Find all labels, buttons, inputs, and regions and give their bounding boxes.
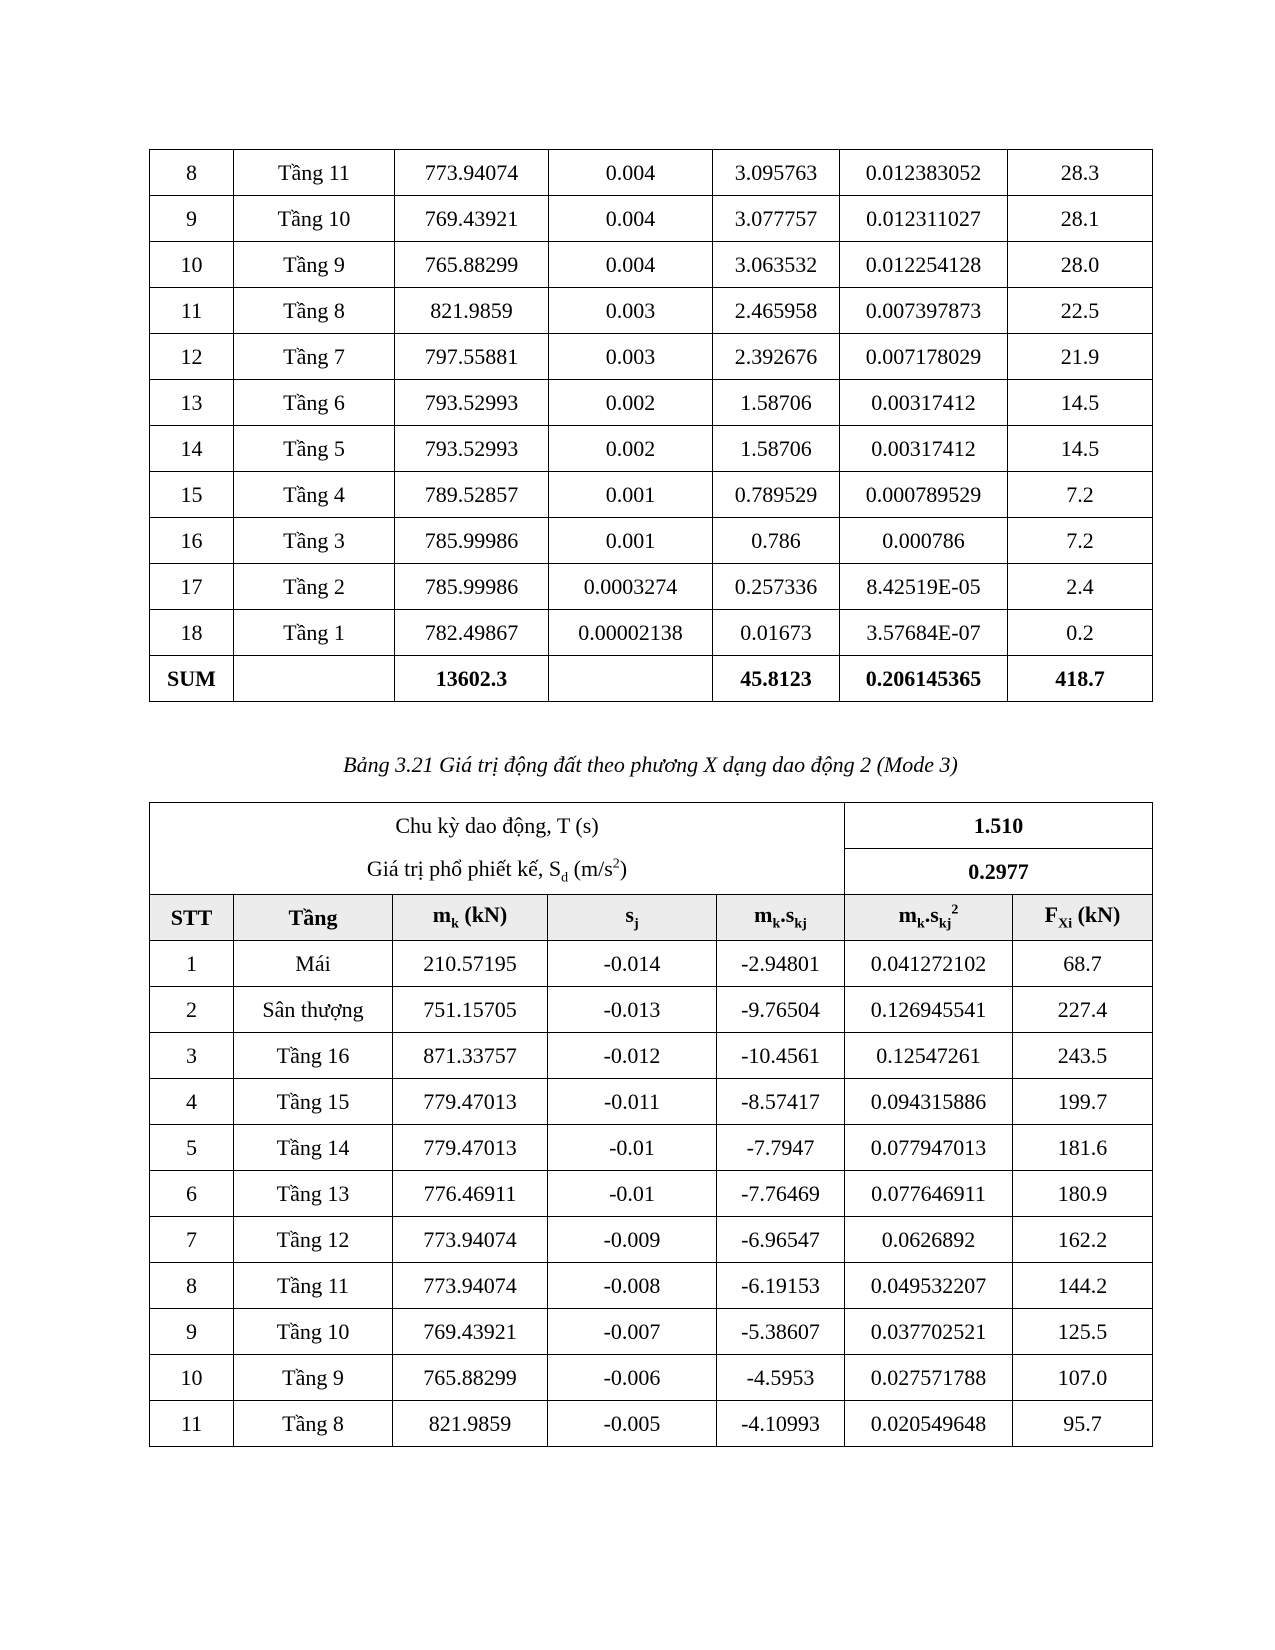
table-cell: 13 <box>150 380 234 426</box>
spectrum-value: 0.2977 <box>845 849 1153 895</box>
table-cell: 8 <box>150 150 234 196</box>
table-row <box>150 987 1153 1033</box>
table-cell: 3.077757 <box>713 196 840 242</box>
table-cell: 3 <box>150 1033 234 1079</box>
table-cell: 17 <box>150 564 234 610</box>
table-row <box>150 1263 1153 1309</box>
table-cell: 180.9 <box>1013 1171 1153 1217</box>
table-cell: 789.52857 <box>395 472 549 518</box>
period-value: 1.510 <box>845 803 1153 849</box>
header-mk-skj: $m_k.s_{kj}$ <box>717 895 845 941</box>
table-cell: 769.43921 <box>393 1309 548 1355</box>
table-cell: 18 <box>150 610 234 656</box>
table-cell: 9 <box>150 1309 234 1355</box>
table-cell: 2 <box>150 987 234 1033</box>
table-cell: 107.0 <box>1013 1355 1153 1401</box>
table-cell: Tầng 2 <box>234 564 395 610</box>
table-row <box>150 1401 1153 1447</box>
table-row <box>150 518 1153 564</box>
table-cell: 0.257336 <box>713 564 840 610</box>
table-cell: -0.014 <box>548 941 717 987</box>
table-cell: 0.001 <box>549 472 713 518</box>
table-row <box>150 380 1153 426</box>
table-cell: 0.012254128 <box>840 242 1008 288</box>
table-cell: 0.004 <box>549 242 713 288</box>
table-cell: 3.095763 <box>713 150 840 196</box>
table-cell: -0.01 <box>548 1171 717 1217</box>
table-cell: 28.1 <box>1008 196 1153 242</box>
table-cell: 0.2 <box>1008 610 1153 656</box>
table-mode2-continued <box>149 149 1153 702</box>
table-cell: -7.7947 <box>717 1125 845 1171</box>
table-cell: 2.392676 <box>713 334 840 380</box>
table-row <box>150 1125 1153 1171</box>
table-cell: 0.786 <box>713 518 840 564</box>
table-cell: 21.9 <box>1008 334 1153 380</box>
table-cell: -5.38607 <box>717 1309 845 1355</box>
table-cell: 0.001 <box>549 518 713 564</box>
table-cell: 0.037702521 <box>845 1309 1013 1355</box>
table-cell: 0.12547261 <box>845 1033 1013 1079</box>
table-cell: Mái <box>234 941 393 987</box>
table-cell: 7 <box>150 1217 234 1263</box>
table-cell: -0.006 <box>548 1355 717 1401</box>
sum-cell <box>234 656 395 702</box>
table-cell: 0.002 <box>549 380 713 426</box>
table-cell: Tầng 10 <box>234 196 395 242</box>
table-cell: 95.7 <box>1013 1401 1153 1447</box>
table-cell: 821.9859 <box>395 288 549 334</box>
sum-cell: 13602.3 <box>395 656 549 702</box>
table-cell: -0.007 <box>548 1309 717 1355</box>
table-cell: -0.01 <box>548 1125 717 1171</box>
table-cell: 797.55881 <box>395 334 549 380</box>
table-cell: 871.33757 <box>393 1033 548 1079</box>
table-cell: -6.19153 <box>717 1263 845 1309</box>
table-cell: 144.2 <box>1013 1263 1153 1309</box>
table-row <box>150 1079 1153 1125</box>
table-cell: 68.7 <box>1013 941 1153 987</box>
table-cell: 0.012311027 <box>840 196 1008 242</box>
table-row <box>150 1309 1153 1355</box>
table-row <box>150 941 1153 987</box>
table-cell: 0.077646911 <box>845 1171 1013 1217</box>
spectrum-label: Giá trị phổ phiết kế, $S_d$ $(m/s^2)$ <box>150 849 845 895</box>
table-row <box>150 242 1153 288</box>
header-tang: Tầng <box>234 895 393 941</box>
table-cell: Tầng 15 <box>234 1079 393 1125</box>
table-cell: 0.007178029 <box>840 334 1008 380</box>
table-cell: Tầng 4 <box>234 472 395 518</box>
table-cell: Tầng 11 <box>234 150 395 196</box>
table-cell: 2.465958 <box>713 288 840 334</box>
table-cell: 227.4 <box>1013 987 1153 1033</box>
table-caption: Bảng 3.21 Giá trị động đất theo phương X dạng dao động 2 (Mode 3) <box>343 752 958 777</box>
table-cell: 782.49867 <box>395 610 549 656</box>
table-cell: -8.57417 <box>717 1079 845 1125</box>
table-cell: -10.4561 <box>717 1033 845 1079</box>
table-cell: Tầng 3 <box>234 518 395 564</box>
table-cell: -2.94801 <box>717 941 845 987</box>
table-row <box>150 288 1153 334</box>
header-stt: STT <box>150 895 234 941</box>
table-cell: 0.094315886 <box>845 1079 1013 1125</box>
table-row <box>150 150 1153 196</box>
period-label: Chu kỳ dao động, T (s) <box>150 803 845 849</box>
table-row <box>150 472 1153 518</box>
table-row <box>150 1217 1153 1263</box>
table-cell: 1 <box>150 941 234 987</box>
table-cell: 10 <box>150 242 234 288</box>
table-cell: 0.00317412 <box>840 380 1008 426</box>
sum-cell: SUM <box>150 656 234 702</box>
table-cell: -0.009 <box>548 1217 717 1263</box>
table-cell: Tầng 12 <box>234 1217 393 1263</box>
table-cell: 5 <box>150 1125 234 1171</box>
table-cell: 7.2 <box>1008 518 1153 564</box>
table-cell: 765.88299 <box>393 1355 548 1401</box>
table-cell: Tầng 8 <box>234 1401 393 1447</box>
table-cell: 779.47013 <box>393 1079 548 1125</box>
table-cell: 773.94074 <box>395 150 549 196</box>
table-cell: 12 <box>150 334 234 380</box>
table-cell: 793.52993 <box>395 380 549 426</box>
table-cell: -0.008 <box>548 1263 717 1309</box>
table-cell: 0.002 <box>549 426 713 472</box>
table-row <box>150 1355 1153 1401</box>
table-cell: 6 <box>150 1171 234 1217</box>
sum-cell: 0.206145365 <box>840 656 1008 702</box>
table-cell: 0.077947013 <box>845 1125 1013 1171</box>
table-cell: 0.000789529 <box>840 472 1008 518</box>
table-cell: 16 <box>150 518 234 564</box>
table-row <box>150 610 1153 656</box>
table-cell: 4 <box>150 1079 234 1125</box>
table-cell: 0.789529 <box>713 472 840 518</box>
table-cell: 0.049532207 <box>845 1263 1013 1309</box>
table-cell: Tầng 7 <box>234 334 395 380</box>
header-mk-skj2: $m_k.s_{kj}^2$ <box>845 895 1013 941</box>
table-row <box>150 334 1153 380</box>
header-sj: $s_j$ <box>548 895 717 941</box>
table-header-row <box>150 895 1153 941</box>
table-cell: 0.0003274 <box>549 564 713 610</box>
table-cell: 779.47013 <box>393 1125 548 1171</box>
table-row <box>150 564 1153 610</box>
table-cell: 9 <box>150 196 234 242</box>
table-cell: -4.10993 <box>717 1401 845 1447</box>
table-cell: Tầng 5 <box>234 426 395 472</box>
table-row <box>150 196 1153 242</box>
sum-row <box>150 656 1153 702</box>
table-cell: 199.7 <box>1013 1079 1153 1125</box>
table-cell: Tầng 9 <box>234 1355 393 1401</box>
table-cell: 0.126945541 <box>845 987 1013 1033</box>
table-cell: 0.012383052 <box>840 150 1008 196</box>
table-cell: 210.57195 <box>393 941 548 987</box>
table-cell: 3.063532 <box>713 242 840 288</box>
sum-cell: 418.7 <box>1008 656 1153 702</box>
table-cell: 2.4 <box>1008 564 1153 610</box>
table-cell: 0.027571788 <box>845 1355 1013 1401</box>
table-cell: Tầng 9 <box>234 242 395 288</box>
table-cell: Tầng 8 <box>234 288 395 334</box>
table-cell: Tầng 11 <box>234 1263 393 1309</box>
table-cell: 0.000786 <box>840 518 1008 564</box>
table-cell: 181.6 <box>1013 1125 1153 1171</box>
table-cell: 0.003 <box>549 334 713 380</box>
table-cell: 0.020549648 <box>845 1401 1013 1447</box>
table-cell: 8.42519E-05 <box>840 564 1008 610</box>
table-cell: 28.0 <box>1008 242 1153 288</box>
table-cell: Tầng 13 <box>234 1171 393 1217</box>
table-cell: -0.012 <box>548 1033 717 1079</box>
table-cell: 0.00317412 <box>840 426 1008 472</box>
header-mk: $m_k$ (kN) <box>393 895 548 941</box>
table-row <box>150 1171 1153 1217</box>
table-cell: 125.5 <box>1013 1309 1153 1355</box>
table-cell: 769.43921 <box>395 196 549 242</box>
table-cell: 11 <box>150 288 234 334</box>
sum-cell: 45.8123 <box>713 656 840 702</box>
table-cell: 0.00002138 <box>549 610 713 656</box>
table-cell: 11 <box>150 1401 234 1447</box>
table-cell: 1.58706 <box>713 380 840 426</box>
header-fxi: $F_{Xi}$ (kN) <box>1013 895 1153 941</box>
table-cell: Tầng 14 <box>234 1125 393 1171</box>
table-row <box>150 1033 1153 1079</box>
table-cell: 785.99986 <box>395 564 549 610</box>
table-cell: 3.57684E-07 <box>840 610 1008 656</box>
table-cell: 0.041272102 <box>845 941 1013 987</box>
table-cell: -9.76504 <box>717 987 845 1033</box>
table-cell: 14.5 <box>1008 380 1153 426</box>
table-cell: -0.013 <box>548 987 717 1033</box>
table-cell: 7.2 <box>1008 472 1153 518</box>
table-cell: 776.46911 <box>393 1171 548 1217</box>
table-cell: -0.005 <box>548 1401 717 1447</box>
table-cell: 0.004 <box>549 196 713 242</box>
table-cell: 14 <box>150 426 234 472</box>
table-cell: 785.99986 <box>395 518 549 564</box>
table-cell: Tầng 6 <box>234 380 395 426</box>
table-cell: Tầng 1 <box>234 610 395 656</box>
table-cell: 0.007397873 <box>840 288 1008 334</box>
table-cell: 0.01673 <box>713 610 840 656</box>
table-cell: -4.5953 <box>717 1355 845 1401</box>
table-cell: Tầng 10 <box>234 1309 393 1355</box>
table-cell: 821.9859 <box>393 1401 548 1447</box>
table-cell: -7.76469 <box>717 1171 845 1217</box>
table-mode3 <box>149 802 1153 1447</box>
table-cell: 773.94074 <box>393 1263 548 1309</box>
table-cell: 8 <box>150 1263 234 1309</box>
table-cell: 0.004 <box>549 150 713 196</box>
table-cell: 751.15705 <box>393 987 548 1033</box>
table-cell: 0.003 <box>549 288 713 334</box>
table-row <box>150 426 1153 472</box>
table-cell: -0.011 <box>548 1079 717 1125</box>
sum-cell <box>549 656 713 702</box>
table-cell: Sân thượng <box>234 987 393 1033</box>
table-cell: 0.0626892 <box>845 1217 1013 1263</box>
table-cell: 162.2 <box>1013 1217 1153 1263</box>
table-cell: 1.58706 <box>713 426 840 472</box>
table-cell: 28.3 <box>1008 150 1153 196</box>
table-cell: 243.5 <box>1013 1033 1153 1079</box>
table-cell: 15 <box>150 472 234 518</box>
table-cell: Tầng 16 <box>234 1033 393 1079</box>
table-cell: 14.5 <box>1008 426 1153 472</box>
table-cell: 793.52993 <box>395 426 549 472</box>
table-cell: 22.5 <box>1008 288 1153 334</box>
table-cell: -6.96547 <box>717 1217 845 1263</box>
table-cell: 773.94074 <box>393 1217 548 1263</box>
table-cell: 765.88299 <box>395 242 549 288</box>
table-cell: 10 <box>150 1355 234 1401</box>
